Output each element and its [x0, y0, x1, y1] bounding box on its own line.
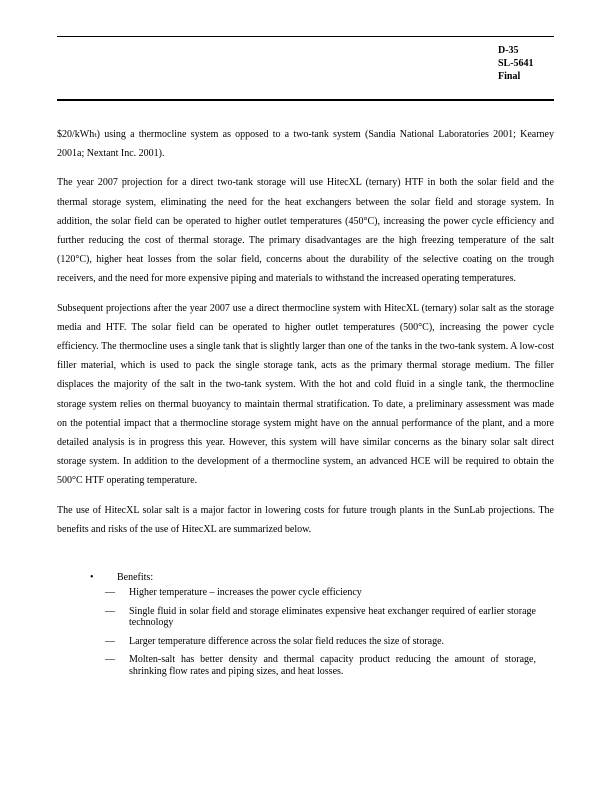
- benefit-text: Molten-salt has better density and thermal capacity product reducing the amount of storage, shrinking flow rates and piping sizes, and heat losses.: [129, 654, 536, 677]
- doc-number: D-35: [498, 45, 519, 56]
- benefits-list: [90, 571, 536, 684]
- list-item: [105, 587, 536, 599]
- document-header: [498, 44, 534, 83]
- header-rule-bottom: [57, 99, 554, 101]
- bullet-icon: •: [90, 572, 94, 583]
- benefit-text: Higher temperature – increases the power cycle efficiency: [129, 587, 362, 598]
- dash-icon: —: [105, 635, 115, 647]
- report-number: SL-5641: [498, 58, 534, 69]
- paragraph-cost-continuation: $20/kWhₜ) using a thermocline system as opposed to a two-tank system (Sandia National Laboratories 2001; Kearney 2001a; Nextant Inc. 2001).: [57, 129, 554, 160]
- list-item: [105, 636, 536, 648]
- benefit-text: Single fluid in solar field and storage eliminates expensive heat exchanger required of earlier storage technology: [129, 605, 536, 628]
- body-text: [57, 125, 554, 549]
- header-rule-top: [57, 36, 554, 37]
- dash-icon: —: [105, 605, 115, 617]
- benefit-text: Larger temperature difference across the solar field reduces the size of storage.: [129, 635, 445, 647]
- paragraph-thermocline: Subsequent projections after the year 2007 use a direct thermocline system with HitecXL (ternary) solar salt as the storage media and HTF. The solar field can be operated to higher outlet temperatures (500°C), increasing the power cycle efficiency. The thermocline uses a single tank that is slightly larger than one of the tanks in the two-tank system. A low-cost filler material, which is used to pack the single storage tank, acts as the primary thermal storage medium. The filler displaces the majority of the salt in the two-tank system. With the hot and cold fluid in a single tank, the thermocline storage system relies on thermal buoyancy to maintain thermal stratification. To date, a preliminary assessment was made on the potential impact that a thermocline storage system might have on the annual performance of the plant, and a more detailed analysis is in progress this year. However, this system will have similar concerns as the binary solar salt direct storage system. In addition to the development of a thermocline system, an advanced HCE will be required to obtain the 500°C HTF operating temperature.: [57, 302, 554, 487]
- benefits-heading: [90, 571, 536, 584]
- benefits-label: Benefits:: [117, 572, 154, 583]
- list-item: [105, 654, 536, 677]
- benefits-items: [90, 587, 536, 677]
- dash-icon: —: [105, 654, 115, 665]
- dash-icon: —: [105, 587, 115, 598]
- report-status: Final: [498, 71, 521, 82]
- paragraph-hitecxl-summary: The use of HitecXL solar salt is a major factor in lowering costs for future trough plants in the SunLab projections. The benefits and risks of the use of HitecXL are summarized below.: [57, 504, 554, 535]
- list-item: [105, 606, 536, 629]
- paragraph-2007-projection: The year 2007 projection for a direct two-tank storage will use HitecXL (ternary) HTF in both the solar field and the thermal storage system, eliminating the need for the heat exchangers between the solar field and storage system. In addition, the solar field can be operated to higher outlet temperatures (450°C), increasing the power cycle efficiency and further reducing the cost of thermal storage. The primary disadvantages are the high freezing temperature of the salt (120°C), higher heat losses from the solar field, concerns about the durability of the selective coating on the trough receivers, and the need for more expensive piping and materials to withstand the increased operating temperatures.: [57, 177, 554, 285]
